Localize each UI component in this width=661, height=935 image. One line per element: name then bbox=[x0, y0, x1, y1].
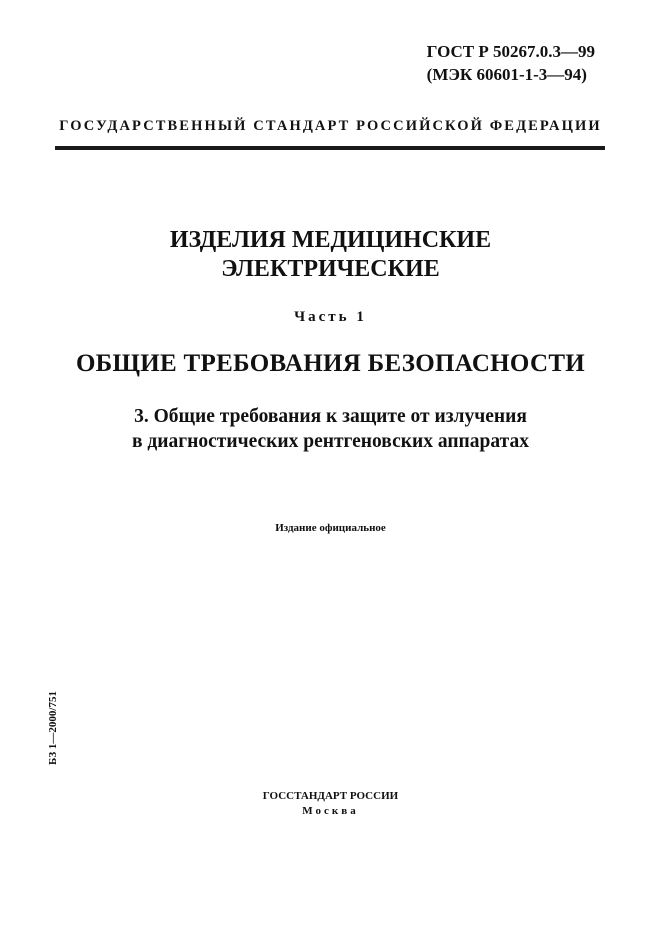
section-title-line-2: в диагностических рентгеновских аппаратах bbox=[132, 431, 529, 452]
document-title bbox=[0, 226, 661, 284]
section-title-line-1: 3. Общие требования к защите от излучения bbox=[134, 406, 527, 427]
state-standard-header: ГОСУДАРСТВЕННЫЙ СТАНДАРТ РОССИЙСКОЙ ФЕДЕРАЦИИ bbox=[59, 118, 602, 134]
document-number-block bbox=[427, 40, 595, 86]
title-line-2: ЭЛЕКТРИЧЕСКИЕ bbox=[221, 256, 440, 282]
edition-note: Издание официальное bbox=[275, 522, 386, 534]
section-title bbox=[0, 404, 661, 454]
title-line-1: ИЗДЕЛИЯ МЕДИЦИНСКИЕ bbox=[169, 227, 492, 253]
standard-number: ГОСТ Р 50267.0.3—99 bbox=[426, 42, 595, 61]
publisher-name: ГОССТАНДАРТ РОССИИ bbox=[262, 790, 399, 802]
publisher-city: Москва bbox=[302, 805, 359, 817]
publisher-block bbox=[0, 789, 661, 819]
part-label: Часть 1 bbox=[294, 309, 367, 325]
part-title: ОБЩИЕ ТРЕБОВАНИЯ БЕЗОПАСНОСТИ bbox=[75, 350, 586, 377]
side-catalog-code: БЗ 1—2000/751 bbox=[47, 691, 59, 765]
header-divider bbox=[55, 146, 605, 150]
iec-reference: (МЭК 60601-1-3—94) bbox=[426, 65, 587, 84]
